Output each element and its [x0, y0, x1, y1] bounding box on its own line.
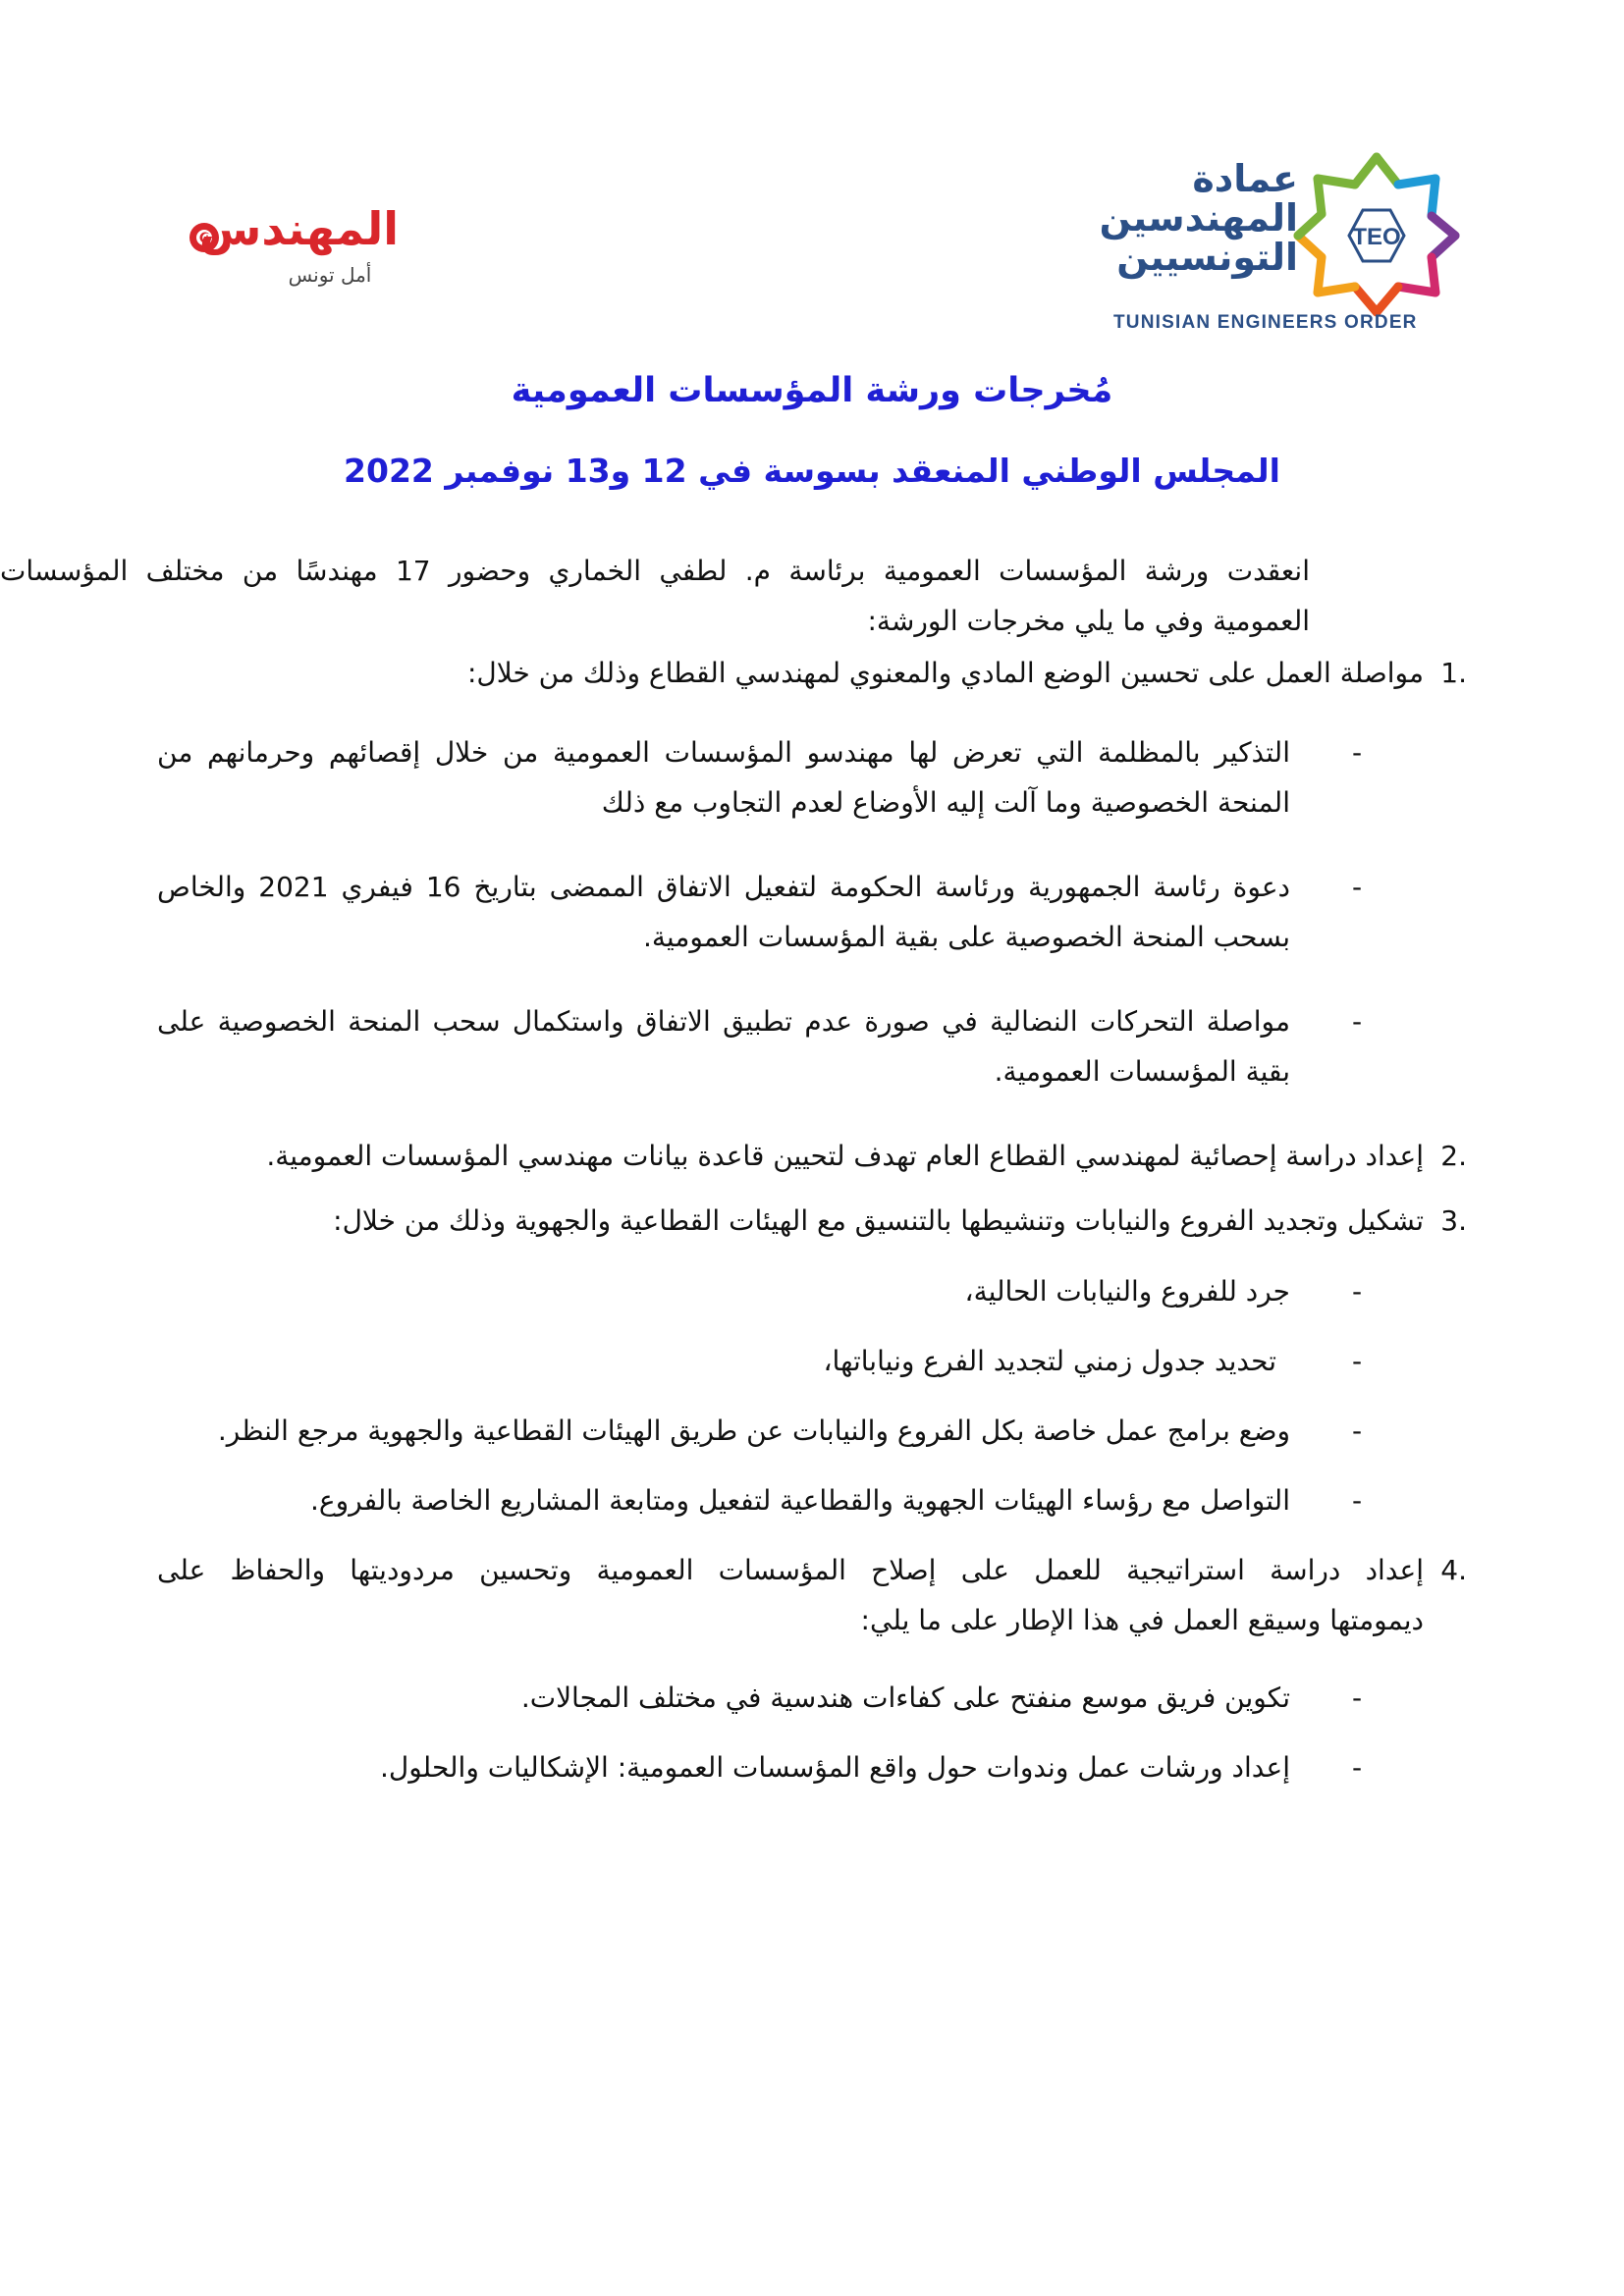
mohandes-tagline: أمل تونس — [288, 263, 372, 287]
dash-bullet: - — [1351, 1275, 1363, 1308]
dash-bullet: - — [1351, 1415, 1363, 1447]
teo-name-line-1: عمادة — [1192, 157, 1298, 200]
dash-bullet: - — [1351, 1682, 1363, 1714]
teo-name-line-3: التونسيين — [1116, 236, 1298, 279]
intro-line-2: العمومية وفي ما يلي مخرجات الورشة: — [867, 605, 1310, 637]
intro-paragraph — [0, 546, 1310, 646]
dash-bullet: - — [1351, 1484, 1363, 1517]
intro-line-1: انعقدت ورشة المؤسسات العمومية برئاسة م. لطفي الخماري وحضور 17 مهندسًا من مختلف المؤسسات — [0, 555, 1311, 587]
teo-arabic-name — [1099, 157, 1298, 279]
dash-bullet: - — [1351, 1005, 1363, 1038]
mohandes-logo — [183, 196, 418, 304]
item-number: 4. — [1440, 1554, 1467, 1586]
item-2-text: إعداد دراسة إحصائية لمهندسي القطاع العام تهدف لتحيين قاعدة بيانات مهندسي المؤسسات العمومية. — [266, 1140, 1424, 1172]
dash-bullet: - — [1351, 1345, 1363, 1377]
item-3-text: تشكيل وتجديد الفروع والنيابات وتنشيطها بالتنسيق مع الهيئات القطاعية والجهوية وذلك من خلال: — [333, 1204, 1424, 1237]
teo-logo — [1099, 145, 1465, 342]
dash-bullet: - — [1351, 871, 1363, 903]
document-subtitle: المجلس الوطني المنعقد بسوسة في 12 و13 نوفمبر 2022 — [344, 452, 1280, 490]
document-title: مُخرجات ورشة المؤسسات العمومية — [511, 371, 1113, 410]
dash-bullet: - — [1351, 1751, 1363, 1784]
item-number: 2. — [1440, 1140, 1467, 1172]
item-4-text-line-2: ديمومتها وسيقع العمل في هذا الإطار على ما يلي: — [860, 1604, 1424, 1636]
mohandes-wordmark: المهندس — [198, 202, 399, 255]
item-4-text-line-1: إعداد دراسة استراتيجية للعمل على إصلاح المؤسسات العمومية وتحسين مردوديتها والحفاظ على — [157, 1554, 1424, 1586]
svg-text:TEO: TEO — [1352, 224, 1401, 250]
document-page: TEO عمادة المهندسين التونسيين TUNISIAN ENGINEERS ORDER المهندس أمل تونس مُخرجات ورشة المؤسسات العمومية المجلس الوطني المنعقد بسوسة في 12 و13 نوفمبر 2022 انعقدت ورشة المؤسسات العمومية برئاسة م. لطفي الخماري وحضور 17 مهندسًا من مختلف المؤسسات العمومية وفي ما يلي مخرجات الورشة: 1. مواصلة العمل على تحسين الوضع المادي والمعنوي لمهندسي القطاع وذلك من خلال: - التذكير بالمظلمة التي تعرض لها مهندسو المؤسسات العمومية من خلال إقصائهم وحرمانهم من المنحة الخصوصية وما آلت إليه الأوضاع لعدم التجاوب مع ذلك - دعوة رئاسة الجمهورية ورئاسة الحكومة لتفعيل الاتفاق الممضى بتاريخ 16 فيفري 2021 والخاص بسحب المنحة الخصوصية على بقية المؤسسات العمومية. - مواصلة التحركات النضالية في صورة عدم تطبيق الاتفاق واستكمال سحب المنحة الخصوصية على بقية المؤسسات العمومية. 2. إعداد دراسة إحصائية لمهندسي القطاع العام تهدف لتحيين قاعدة بيانات مهندسي المؤسسات العمومية. 3. تشكيل وتجديد الفروع والنيابات وتنشيطها بالتنسيق مع الهيئات القطاعية والجهوية وذلك من خلال: - جرد للفروع والنيابات الحالية، - تحديد جدول زمني لتجديد الفرع ونياباتها، - وضع برامج عمل خاصة بكل الفروع والنيابات عن طريق الهيئات القطاعية والجهوية مرجع النظر. - التواصل مع رؤساء الهيئات الجهوية والقطاعية لتفعيل ومتابعة المشاريع الخاصة بالفروع. 4. إعداد دراسة استراتيجية للعمل على إصلاح المؤسسات العمومية وتحسين مردوديتها والحفاظ على ديمومتها وسيقع العمل في هذا الإطار على ما يلي: - تكوين فريق موسع منفتح على كفاءات هندسية في مختلف المجالات. - إعداد ورشات عمل وندوات حول واقع المؤسسات العمومية: الإشكاليات والحلول. — [0, 0, 1624, 2296]
item-number: 1. — [1440, 657, 1467, 689]
teo-latin-name: TUNISIAN ENGINEERS ORDER — [1113, 312, 1418, 333]
teo-star-logo-icon — [1288, 145, 1465, 322]
teo-name-line-2: المهندسين — [1099, 196, 1298, 240]
dash-bullet: - — [1351, 736, 1363, 769]
item-1-text: مواصلة العمل على تحسين الوضع المادي والمعنوي لمهندسي القطاع وذلك من خلال: — [466, 657, 1424, 689]
item-number: 3. — [1440, 1204, 1467, 1237]
